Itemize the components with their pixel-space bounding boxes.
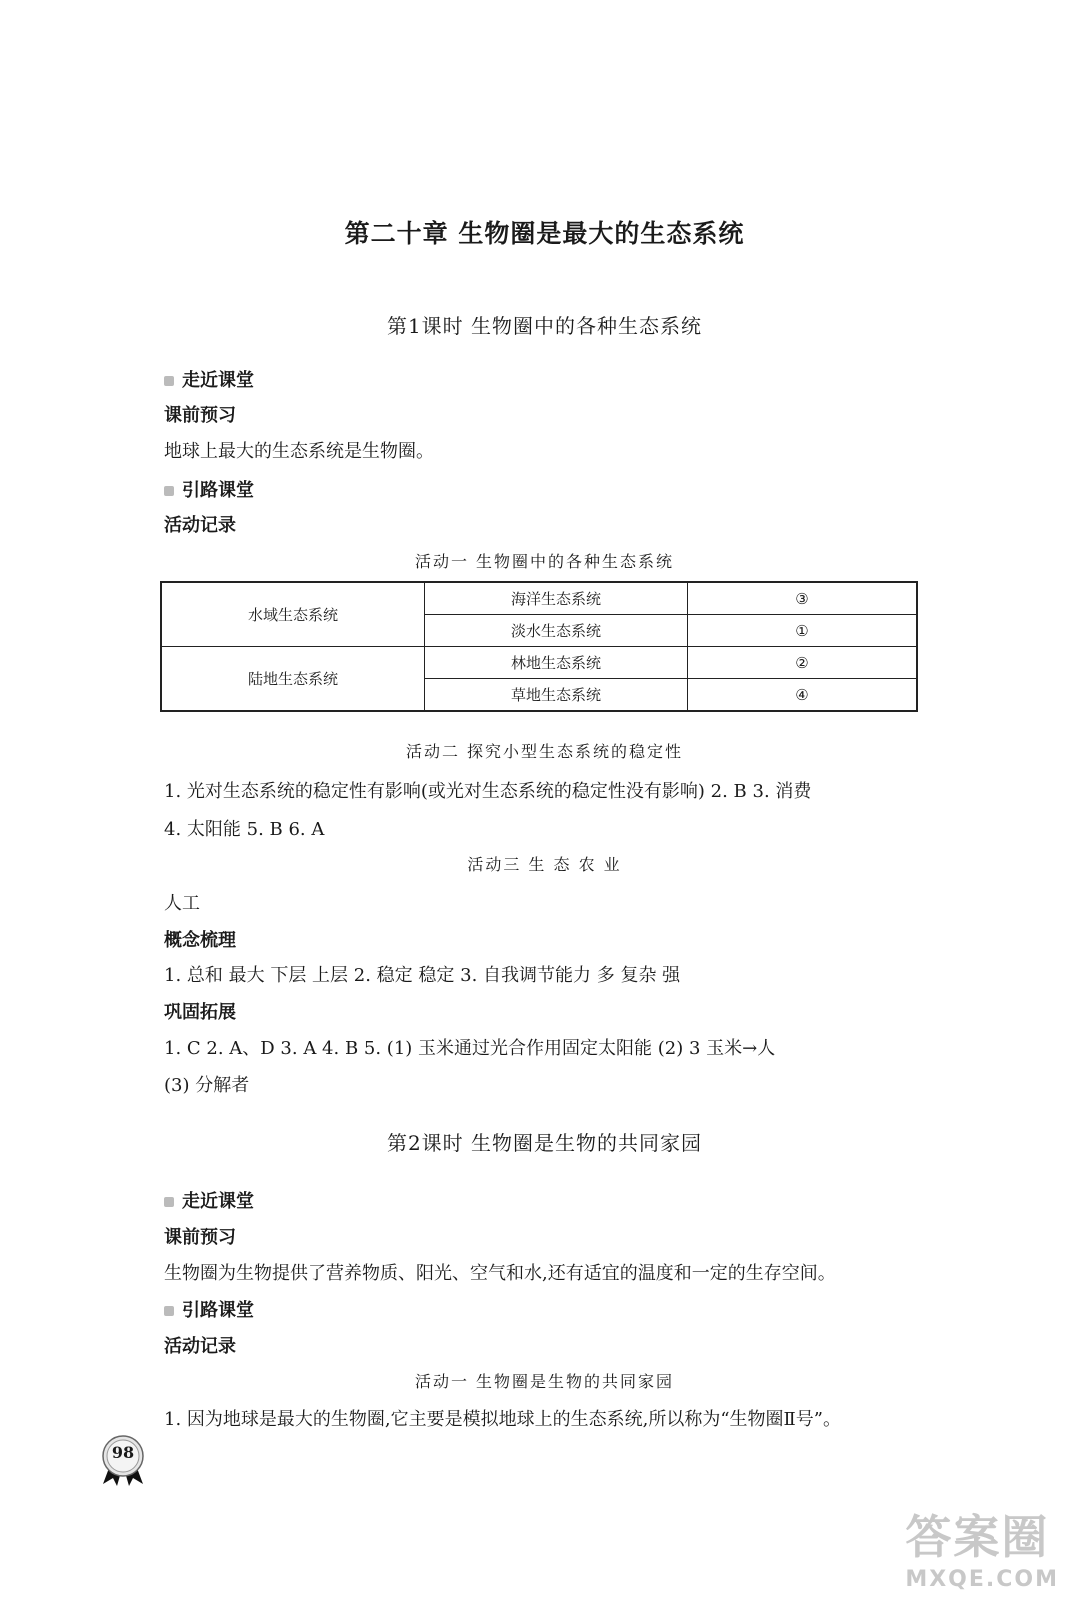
table-row bbox=[161, 582, 917, 615]
section-marker-icon bbox=[164, 486, 174, 496]
activity2-answers-line1: 1. 光对生态系统的稳定性有影响(或光对生态系统的稳定性没有影响) 2. B 3. 消费 bbox=[164, 781, 812, 802]
section-approach-label: 走近课堂 bbox=[182, 370, 254, 391]
preview-label-1: 课前预习 bbox=[164, 405, 236, 426]
concept-answers: 1. 总和 最大 下层 上层 2. 稳定 稳定 3. 自我调节能力 多 复杂 强 bbox=[164, 965, 681, 986]
section-marker-icon bbox=[164, 1306, 174, 1316]
table-cell: ① bbox=[688, 615, 918, 647]
table-cell: ④ bbox=[688, 679, 918, 712]
activity3-title-1: 活动三 生 态 农 业 bbox=[467, 855, 622, 874]
activity2-title-1: 活动二 探究小型生态系统的稳定性 bbox=[405, 742, 684, 761]
consolidate-answers-line2: (3) 分解者 bbox=[164, 1075, 250, 1096]
table-group-cell: 水域生态系统 bbox=[161, 582, 425, 647]
page-number-badge bbox=[95, 1430, 151, 1486]
activity1-title-1: 活动一 生物圈中的各种生态系统 bbox=[414, 552, 675, 571]
section-guide-label: 引路课堂 bbox=[182, 1300, 254, 1321]
preview-label-2: 课前预习 bbox=[164, 1227, 236, 1248]
watermark-title: 答案圈 bbox=[905, 1510, 1050, 1564]
table-cell: 海洋生态系统 bbox=[425, 582, 688, 615]
section-approach-2 bbox=[164, 1187, 254, 1213]
preview-text-2: 生物圈为生物提供了营养物质、阳光、空气和水,还有适宜的温度和一定的生存空间。 bbox=[164, 1263, 836, 1284]
watermark bbox=[905, 1501, 1059, 1592]
consolidate-answers-line1: 1. C 2. A、D 3. A 4. B 5. (1) 玉米通过光合作用固定太阳能 (2) 3 玉米→人 bbox=[164, 1038, 776, 1059]
activity-record-label-2: 活动记录 bbox=[164, 1336, 236, 1357]
section-marker-icon bbox=[164, 1197, 174, 1207]
table-cell: ③ bbox=[688, 582, 918, 615]
chapter-title: 第二十章 生物圈是最大的生态系统 bbox=[344, 219, 745, 248]
watermark-url: MXQE.COM bbox=[905, 1567, 1059, 1592]
section-guide-1 bbox=[164, 476, 254, 502]
page-number: 98 bbox=[111, 1443, 135, 1462]
activity-record-label-1: 活动记录 bbox=[164, 515, 236, 536]
table-cell: 林地生态系统 bbox=[425, 647, 688, 679]
table-cell: ② bbox=[688, 647, 918, 679]
table-row bbox=[161, 647, 917, 679]
activity3-answer: 人工 bbox=[164, 893, 200, 914]
table-cell: 草地生态系统 bbox=[425, 679, 688, 712]
lesson2-title: 第2课时 生物圈是生物的共同家园 bbox=[386, 1131, 703, 1155]
table-group-cell: 陆地生态系统 bbox=[161, 647, 425, 712]
concept-label: 概念梳理 bbox=[164, 930, 236, 951]
activity1-answer-line1-2: 1. 因为地球是最大的生物圈,它主要是模拟地球上的生态系统,所以称为“生物圈Ⅱ号”。 bbox=[164, 1409, 841, 1430]
section-approach-label: 走近课堂 bbox=[182, 1191, 254, 1212]
section-marker-icon bbox=[164, 376, 174, 386]
consolidate-label: 巩固拓展 bbox=[164, 1002, 236, 1023]
preview-text-1: 地球上最大的生态系统是生物圈。 bbox=[164, 441, 434, 462]
ecosystem-table bbox=[160, 581, 918, 712]
section-guide-2 bbox=[164, 1296, 254, 1322]
activity1-title-2: 活动一 生物圈是生物的共同家园 bbox=[414, 1372, 675, 1391]
lesson1-title: 第1课时 生物圈中的各种生态系统 bbox=[386, 314, 703, 338]
section-guide-label: 引路课堂 bbox=[182, 480, 254, 501]
table-cell: 淡水生态系统 bbox=[425, 615, 688, 647]
activity2-answers-line2: 4. 太阳能 5. B 6. A bbox=[164, 819, 325, 840]
section-approach-1 bbox=[164, 366, 254, 392]
